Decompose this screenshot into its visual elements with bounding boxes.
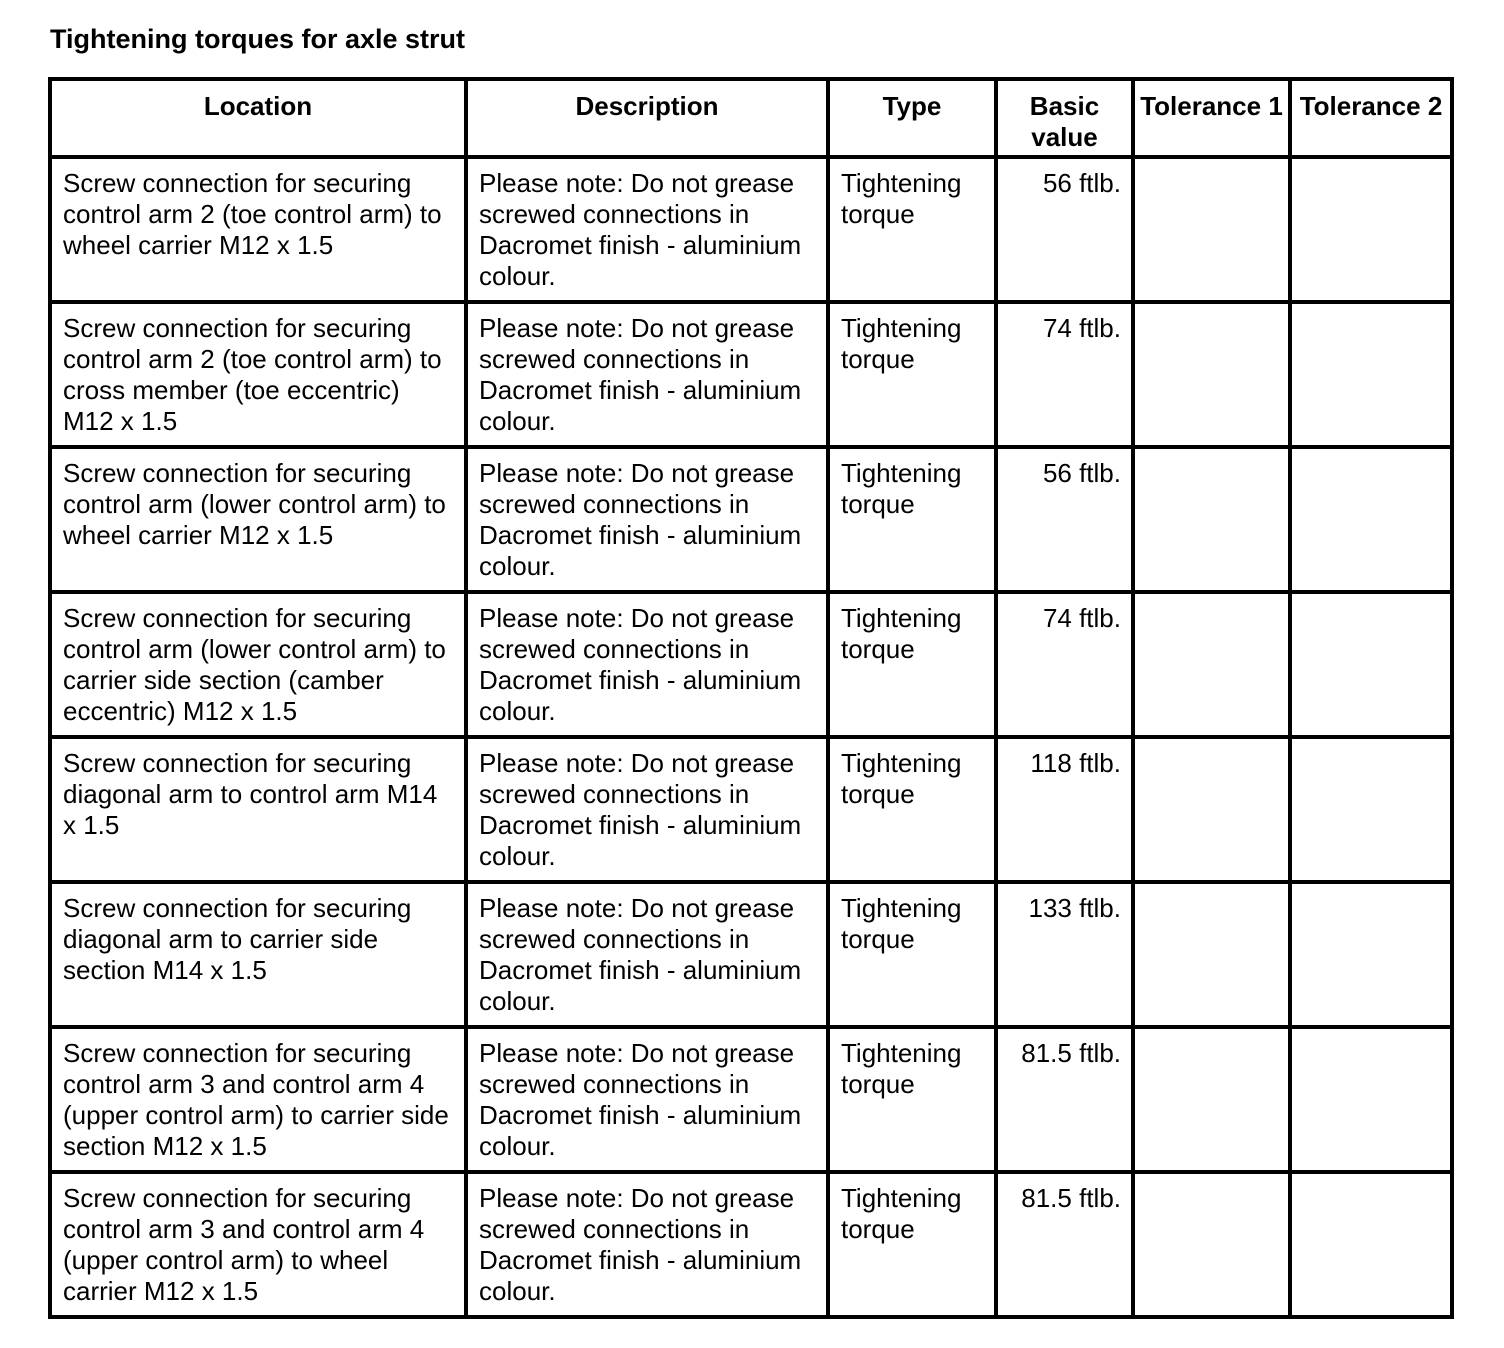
cell-basic-value: 74 ftlb. bbox=[996, 302, 1133, 447]
cell-location: Screw connection for securing control arm (lower control arm) to carrier side section (camber eccentric) M12 x 1.5 bbox=[50, 592, 466, 737]
table-row bbox=[50, 882, 1452, 1027]
table-row bbox=[50, 447, 1452, 592]
torque-table bbox=[48, 77, 1454, 1319]
cell-description: Please note: Do not grease screwed connections in Dacromet finish - aluminium colour. bbox=[466, 302, 828, 447]
column-header-tolerance-2: Tolerance 2 bbox=[1290, 79, 1452, 157]
cell-basic-value: 81.5 ftlb. bbox=[996, 1027, 1133, 1172]
cell-tolerance-2 bbox=[1290, 737, 1452, 882]
cell-tolerance-1 bbox=[1133, 882, 1290, 1027]
table-row bbox=[50, 1172, 1452, 1317]
cell-type: Tightening torque bbox=[828, 737, 996, 882]
cell-tolerance-1 bbox=[1133, 447, 1290, 592]
cell-tolerance-2 bbox=[1290, 1027, 1452, 1172]
table-row bbox=[50, 1027, 1452, 1172]
cell-description: Please note: Do not grease screwed connections in Dacromet finish - aluminium colour. bbox=[466, 1027, 828, 1172]
page-title: Tightening torques for axle strut bbox=[50, 24, 466, 54]
cell-description: Please note: Do not grease screwed connections in Dacromet finish - aluminium colour. bbox=[466, 882, 828, 1027]
cell-type: Tightening torque bbox=[828, 157, 996, 302]
cell-tolerance-2 bbox=[1290, 592, 1452, 737]
cell-basic-value: 56 ftlb. bbox=[996, 447, 1133, 592]
cell-type: Tightening torque bbox=[828, 592, 996, 737]
table-row bbox=[50, 737, 1452, 882]
cell-tolerance-1 bbox=[1133, 737, 1290, 882]
column-header-type: Type bbox=[828, 79, 996, 157]
cell-tolerance-1 bbox=[1133, 302, 1290, 447]
cell-location: Screw connection for securing control arm (lower control arm) to wheel carrier M12 x 1.5 bbox=[50, 447, 466, 592]
cell-basic-value: 56 ftlb. bbox=[996, 157, 1133, 302]
cell-type: Tightening torque bbox=[828, 302, 996, 447]
cell-tolerance-2 bbox=[1290, 302, 1452, 447]
cell-tolerance-2 bbox=[1290, 447, 1452, 592]
cell-tolerance-2 bbox=[1290, 1172, 1452, 1317]
cell-basic-value: 81.5 ftlb. bbox=[996, 1172, 1133, 1317]
cell-description: Please note: Do not grease screwed connections in Dacromet finish - aluminium colour. bbox=[466, 1172, 828, 1317]
cell-location: Screw connection for securing diagonal arm to control arm M14 x 1.5 bbox=[50, 737, 466, 882]
cell-tolerance-2 bbox=[1290, 882, 1452, 1027]
table-row bbox=[50, 592, 1452, 737]
column-header-description: Description bbox=[466, 79, 828, 157]
table-row bbox=[50, 302, 1452, 447]
cell-tolerance-1 bbox=[1133, 592, 1290, 737]
cell-type: Tightening torque bbox=[828, 882, 996, 1027]
cell-description: Please note: Do not grease screwed connections in Dacromet finish - aluminium colour. bbox=[466, 447, 828, 592]
table-row bbox=[50, 157, 1452, 302]
cell-tolerance-2 bbox=[1290, 157, 1452, 302]
cell-description: Please note: Do not grease screwed connections in Dacromet finish - aluminium colour. bbox=[466, 592, 828, 737]
cell-tolerance-1 bbox=[1133, 1172, 1290, 1317]
table-header-row bbox=[50, 79, 1452, 157]
cell-basic-value: 133 ftlb. bbox=[996, 882, 1133, 1027]
cell-location: Screw connection for securing control arm 2 (toe control arm) to wheel carrier M12 x 1.5 bbox=[50, 157, 466, 302]
cell-basic-value: 118 ftlb. bbox=[996, 737, 1133, 882]
column-header-basic-value: Basic value bbox=[996, 79, 1133, 157]
cell-location: Screw connection for securing control arm 3 and control arm 4 (upper control arm) to wheel carrier M12 x 1.5 bbox=[50, 1172, 466, 1317]
cell-location: Screw connection for securing diagonal arm to carrier side section M14 x 1.5 bbox=[50, 882, 466, 1027]
cell-location: Screw connection for securing control arm 3 and control arm 4 (upper control arm) to carrier side section M12 x 1.5 bbox=[50, 1027, 466, 1172]
cell-type: Tightening torque bbox=[828, 447, 996, 592]
column-header-location: Location bbox=[50, 79, 466, 157]
cell-basic-value: 74 ftlb. bbox=[996, 592, 1133, 737]
cell-type: Tightening torque bbox=[828, 1172, 996, 1317]
cell-tolerance-1 bbox=[1133, 1027, 1290, 1172]
column-header-tolerance-1: Tolerance 1 bbox=[1133, 79, 1290, 157]
cell-location: Screw connection for securing control arm 2 (toe control arm) to cross member (toe eccentric) M12 x 1.5 bbox=[50, 302, 466, 447]
cell-type: Tightening torque bbox=[828, 1027, 996, 1172]
cell-tolerance-1 bbox=[1133, 157, 1290, 302]
cell-description: Please note: Do not grease screwed connections in Dacromet finish - aluminium colour. bbox=[466, 157, 828, 302]
cell-description: Please note: Do not grease screwed connections in Dacromet finish - aluminium colour. bbox=[466, 737, 828, 882]
